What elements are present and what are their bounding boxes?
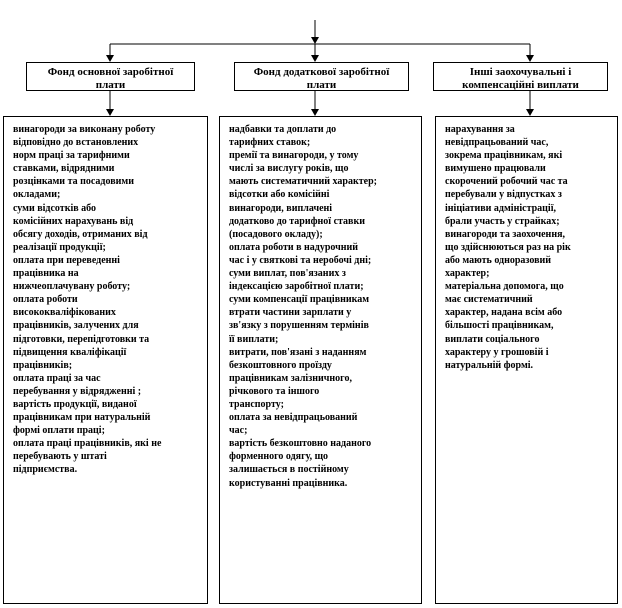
- column-2-line: матеріальна допомога, що: [445, 281, 564, 293]
- column-basic-wage-fund: [3, 116, 208, 604]
- column-0-line: працівників, залучених для: [13, 320, 139, 332]
- column-2-line: більшості працівникам,: [445, 320, 554, 332]
- header-basic-wage-fund: [26, 62, 195, 91]
- column-1-line: суми виплат, пов'язаних з: [229, 268, 346, 280]
- column-0-line: оплата праці працівників, які не: [13, 438, 162, 450]
- column-1-line: форменного одягу, що: [229, 451, 329, 463]
- column-1-line: числі за вислугу років, що: [229, 163, 349, 175]
- header-other-incentive-payments: [433, 62, 608, 91]
- column-2-line: невідпрацьований час,: [445, 137, 549, 149]
- column-1-line: втрати частини зарплати у: [229, 307, 352, 319]
- column-0-line: ставками, відрядними: [13, 163, 115, 175]
- column-0-line: винагороди за виконану роботу: [13, 124, 156, 135]
- column-1-line: оплата за невідпрацьований: [229, 412, 358, 424]
- header-other-incentive-payments-line2: компенсаційні виплати: [462, 79, 579, 91]
- column-1-line: залишається в постійному: [229, 464, 349, 476]
- column-2-line: характер, надана всім або: [445, 307, 563, 319]
- column-1-line: безкоштовного проїзду: [229, 359, 332, 371]
- column-additional-wage-fund: [219, 116, 422, 604]
- column-2-line: перебували у відпустках з: [445, 189, 562, 201]
- column-1-line: її виплати;: [229, 333, 279, 345]
- column-2-line: зокрема працівникам, які: [445, 150, 563, 162]
- column-2-line: нарахування за: [445, 124, 515, 135]
- column-0-line: суми відсотків або: [13, 202, 97, 214]
- column-basic-wage-fund-text: [13, 123, 201, 477]
- header-basic-wage-fund-line1: Фонд основної заробітної: [47, 66, 174, 78]
- column-1-line: річкового та іншого: [229, 385, 320, 397]
- column-1-line: винагороди, виплачені: [229, 202, 333, 214]
- column-2-line: або мають одноразовий: [445, 254, 552, 266]
- column-other-incentive-payments: [435, 116, 618, 604]
- header-additional-wage-fund-line1: Фонд додаткової заробітної: [253, 66, 390, 78]
- header-additional-wage-fund-line2: плати: [306, 79, 337, 91]
- column-0-line: оплата при переведенні: [13, 254, 120, 266]
- column-0-line: відповідно до встановлених: [13, 137, 139, 149]
- header-additional-wage-fund: [234, 62, 409, 91]
- column-1-line: індексацією заробітної плати;: [229, 281, 364, 293]
- column-1-line: оплата роботи в надурочний: [229, 241, 359, 253]
- column-1-line: премії та винагороди, у тому: [229, 150, 359, 162]
- column-2-line: вимушено працювали: [445, 163, 546, 175]
- column-0-line: реалізації продукції;: [13, 241, 106, 253]
- column-0-line: перебування у відрядженні ;: [13, 385, 142, 397]
- column-0-line: працівників;: [13, 359, 73, 371]
- column-2-line: натуральній формі.: [445, 359, 534, 371]
- column-0-line: оплата роботи: [13, 294, 78, 306]
- column-additional-wage-fund-text: [229, 123, 415, 490]
- column-2-line: характер;: [445, 268, 490, 280]
- column-1-line: (посадового окладу);: [229, 228, 323, 240]
- column-1-line: надбавки та доплати до: [229, 124, 337, 135]
- column-1-line: час;: [229, 425, 248, 437]
- column-1-line: користуванні працівника.: [229, 477, 348, 489]
- column-2-line: винагороди та заохочення,: [445, 228, 565, 240]
- column-2-line: виплати соціального: [445, 333, 540, 345]
- column-0-line: формі оплати праці;: [13, 425, 105, 437]
- column-0-line: окладами;: [13, 189, 61, 201]
- header-other-incentive-payments-line1: Інші заохочувальні і: [469, 66, 572, 78]
- column-2-line: має систематичний: [445, 294, 533, 306]
- column-0-line: оплата праці за час: [13, 372, 101, 384]
- header-basic-wage-fund-line2: плати: [95, 79, 126, 91]
- column-0-line: підвищення кваліфікації: [13, 346, 127, 358]
- column-0-line: норм праці за тарифними: [13, 150, 130, 162]
- column-0-line: нижчеоплачувану роботу;: [13, 281, 131, 293]
- column-1-line: витрати, пов'язані з наданням: [229, 346, 367, 358]
- column-1-line: тарифних ставок;: [229, 137, 311, 149]
- column-0-line: комісійних нарахувань від: [13, 215, 134, 227]
- column-1-line: додатково до тарифної ставки: [229, 215, 365, 227]
- column-0-line: підприємства.: [13, 464, 78, 476]
- column-2-line: ініціативи адміністрації,: [445, 202, 556, 214]
- column-1-line: відсотки або комісійні: [229, 189, 330, 201]
- column-1-line: суми компенсації працівникам: [229, 294, 370, 306]
- column-1-line: мають систематичний характер;: [229, 176, 377, 188]
- column-2-line: брали участь у страйках;: [445, 215, 560, 227]
- column-1-line: час і у святкові та неробочі дні;: [229, 254, 372, 266]
- column-1-line: транспорту;: [229, 398, 284, 410]
- column-0-line: висококваліфікованих: [13, 307, 116, 319]
- column-0-line: вартість продукції, виданої: [13, 398, 137, 410]
- column-1-line: працівникам залізничного,: [229, 372, 352, 384]
- column-0-line: перебувають у штаті: [13, 451, 107, 463]
- column-2-line: характеру у грошовій і: [445, 346, 549, 358]
- column-0-line: обсягу доходів, отриманих від: [13, 228, 148, 240]
- column-0-line: працівникам при натуральній: [13, 412, 151, 424]
- column-0-line: розцінками та посадовими: [13, 176, 134, 188]
- column-1-line: зв'язку з порушенням термінів: [229, 320, 369, 332]
- column-0-line: працівника на: [13, 268, 79, 280]
- column-2-line: скорочений робочий час та: [445, 176, 568, 188]
- column-2-line: що здійснюються раз на рік: [445, 241, 571, 253]
- column-0-line: підготовки, перепідготовки та: [13, 333, 150, 345]
- column-1-line: вартість безкоштовно наданого: [229, 438, 372, 450]
- column-other-incentive-payments-text: [445, 123, 611, 372]
